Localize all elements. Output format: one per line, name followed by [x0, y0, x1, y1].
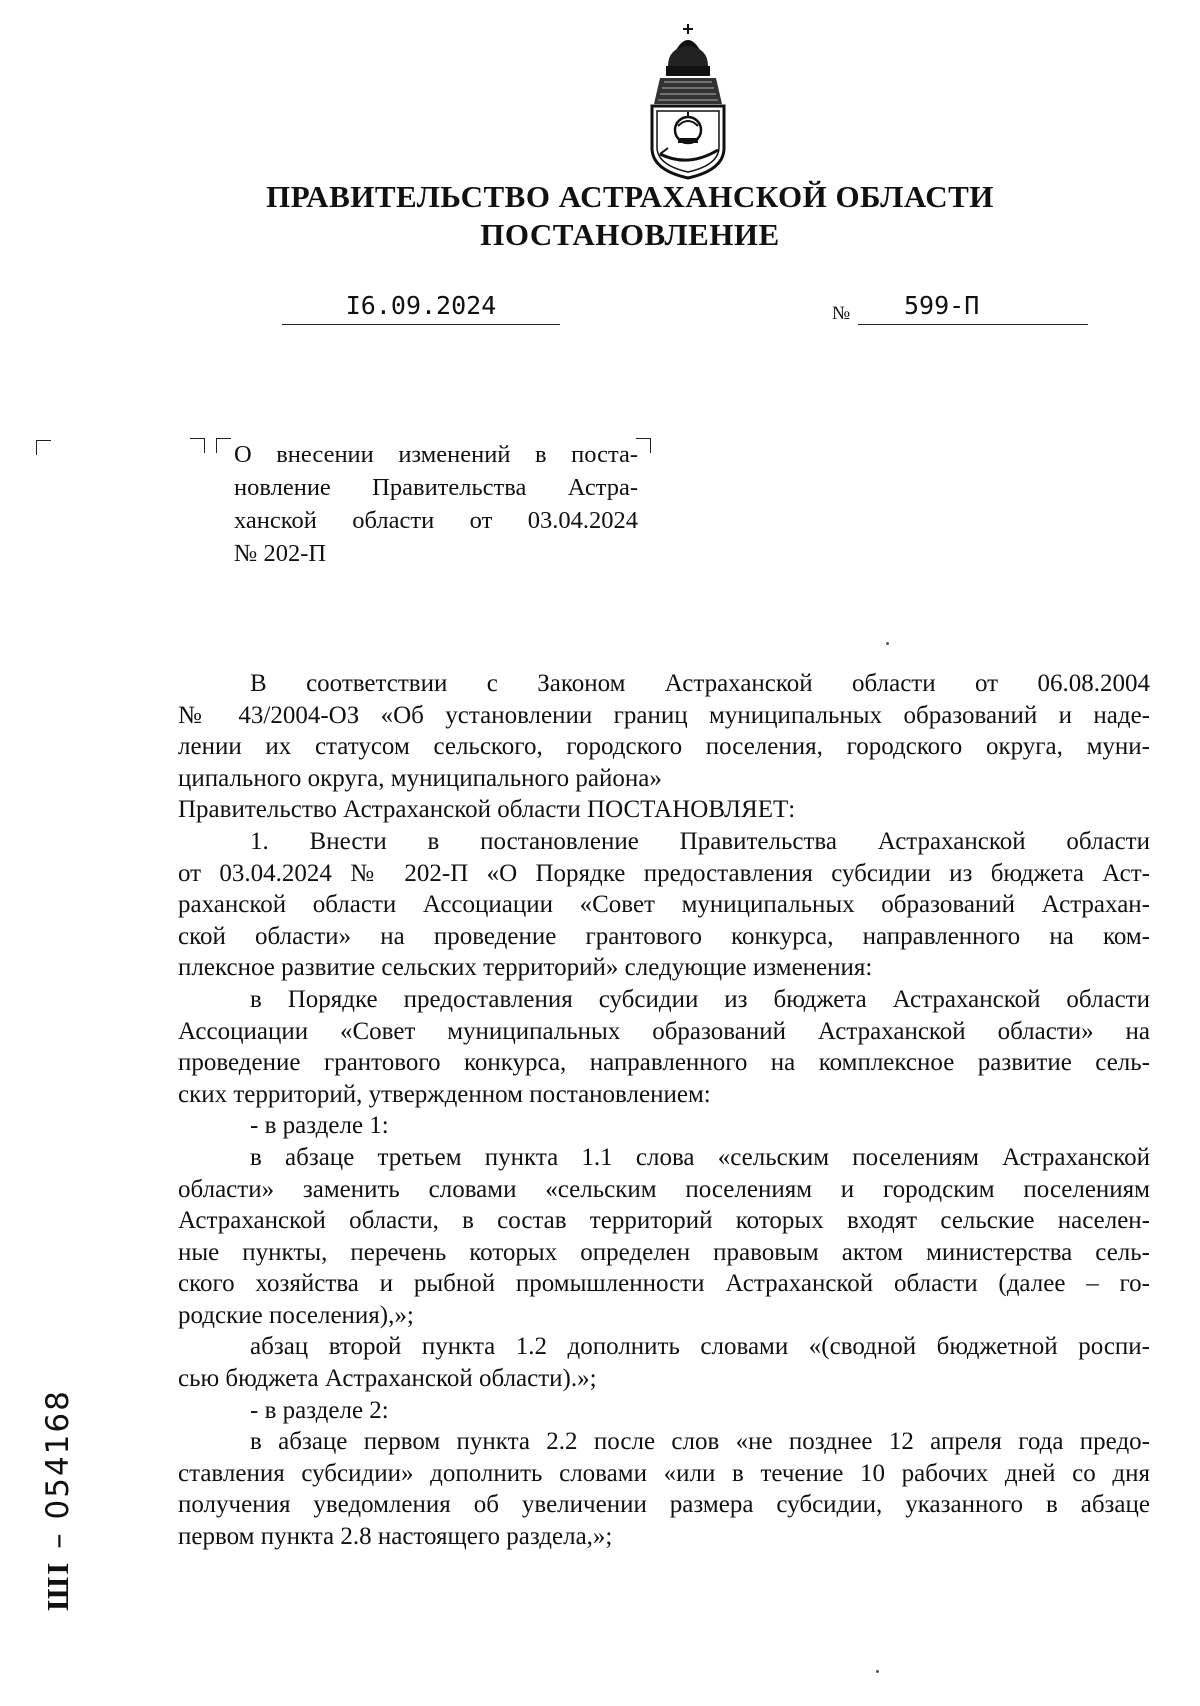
document-date: I6.09.2024 — [282, 290, 560, 325]
margin-series: ШI — [40, 1560, 75, 1611]
body-line: 1. Внести в постановление Правительства Астраханской области — [250, 827, 1150, 855]
subject-line: № 202-П — [234, 540, 327, 567]
margin-number: 054168 — [40, 1389, 76, 1520]
body-line: В соответствии с Законом Астраханской области от 06.08.2004 — [250, 670, 1150, 697]
document-body — [178, 668, 1150, 1553]
margin-serial-number — [38, 1380, 78, 1620]
corner-mark — [216, 438, 231, 453]
number-sign: № — [832, 303, 851, 324]
body-line: в Порядке предоставления субсидии из бюджета Астраханской области — [250, 985, 1150, 1013]
body-line: сью бюджета Астраханской области).»; — [178, 1365, 597, 1393]
body-line: первом пункта 2.8 настоящего раздела,»; — [178, 1523, 613, 1551]
organization-title: ПРАВИТЕЛЬСТВО АСТРАХАНСКОЙ ОБЛАСТИ — [266, 179, 994, 214]
body-line: абзац второй пункта 1.2 дополнить словами «(сводной бюджетной роспи- — [250, 1333, 1150, 1361]
corner-mark — [636, 438, 651, 453]
document-type-title: ПОСТАНОВЛЕНИЕ — [480, 217, 780, 252]
body-line: проведение грантового конкурса, направленного на комплексное развитие сель- — [178, 1049, 1150, 1077]
body-line: Правительство Астраханской области ПОСТАНОВЛЯЕТ: — [178, 796, 796, 824]
body-line: Ассоциации «Совет муниципальных образований Астраханской области» на — [178, 1017, 1150, 1045]
body-line: - в разделе 1: — [250, 1112, 389, 1140]
margin-dash: – — [40, 1519, 76, 1561]
document-number: 599-П — [904, 291, 980, 320]
margin-serial-text — [40, 1389, 76, 1611]
corner-mark — [190, 438, 205, 453]
body-line: от 03.04.2024 № 202-П «О Порядке предоставления субсидии из бюджета Аст- — [178, 859, 1150, 887]
document-number-field — [858, 290, 1088, 325]
subject-line: О внесении изменений в поста- — [234, 441, 638, 468]
body-line: раханской области Ассоциации «Совет муниципальных образований Астрахан- — [178, 891, 1150, 919]
body-line: ставления субсидии» дополнить словами «или в течение 10 рабочих дней со дня — [178, 1459, 1150, 1487]
body-line: ских территорий, утвержденном постановлением: — [178, 1080, 711, 1108]
body-line: ского хозяйства и рыбной промышленности Астраханской области (далее – го- — [178, 1270, 1150, 1298]
body-line: ные пункты, перечень которых определен правовым актом министерства сель- — [178, 1238, 1150, 1266]
body-line: Астраханской области, в состав территорий которых входят сельские населен- — [178, 1207, 1150, 1235]
body-line: в абзаце первом пункта 2.2 после слов «не позднее 12 апреля года предо- — [250, 1428, 1150, 1456]
document-subject — [234, 438, 638, 570]
body-line: в абзаце третьем пункта 1.1 слова «сельским поселениям Астраханской — [250, 1143, 1150, 1171]
scan-speck — [876, 1670, 879, 1673]
body-line: № 43/2004-ОЗ «Об установлении границ муниципальных образований и наде- — [178, 701, 1150, 729]
body-line: лении их статусом сельского, городского поселения, городского округа, муни- — [178, 733, 1150, 761]
body-line: родские поселения),»; — [178, 1301, 414, 1329]
coat-of-arms-emblem — [638, 22, 738, 182]
scan-speck — [886, 642, 889, 645]
body-line: ципального округа, муниципального района» — [178, 764, 662, 792]
body-line: ской области» на проведение грантового конкурса, направленного на ком- — [178, 922, 1150, 950]
body-line: области» заменить словами «сельским поселениям и городским поселениям — [178, 1175, 1150, 1203]
subject-line: новление Правительства Астра- — [234, 474, 638, 501]
body-line: получения уведомления об увеличении размера субсидии, указанного в абзаце — [178, 1491, 1150, 1519]
corner-mark — [36, 440, 51, 455]
body-line: - в разделе 2: — [250, 1396, 389, 1424]
body-line: плексное развитие сельских территорий» следующие изменения: — [178, 954, 873, 982]
subject-line: ханской области от 03.04.2024 — [234, 507, 638, 534]
